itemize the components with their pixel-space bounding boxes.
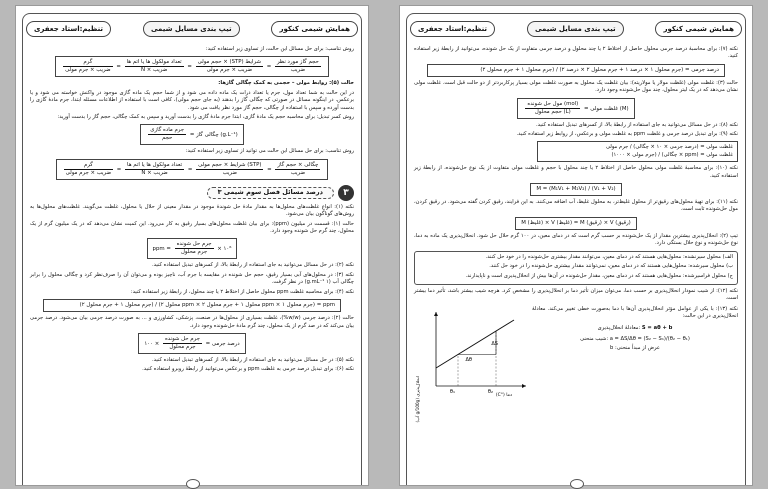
- paragraph: نکته (۷): برای محاسبهٔ درصد جرمی محلول حاصل از اختلاط ۲ یا چند محلول و درصد جرمی متفاوت از یک حل شونده، می‌توانید از رابطهٔ زیر استفاده کنید.: [414, 46, 739, 60]
- section-title: درصد مسائل فصل سوم شیمی ۳: [207, 187, 334, 198]
- paragraph: روش کسر تبدیل: برای محاسبه حجم یک مادهٔ گازی، ابتدا جرم مادهٔ گازی را بدست آورید و سپس به کمک چگالی، حجم گاز را بدست آورید:: [57, 114, 354, 121]
- section-number: ۳: [338, 185, 354, 201]
- paragraph: روش تناسب: برای حل مسائل این حالت، از تساوی زیر استفاده کنید:: [205, 46, 354, 52]
- document-page-right: [400, 6, 752, 485]
- delta-theta-label: Δθ: [465, 356, 472, 363]
- slope-label: شیب منحنی:: [580, 335, 609, 342]
- solution-types-list: [414, 251, 738, 285]
- paragraph: نکته (۳): در محلول‌های آبی بسیار رقیق، حجم حل شونده در مقایسه با جرم آب، ناچیز بوده و می‌توان آن را صرف‌نظر کرد و چگالی محلول را برابر چگالی آب (۱ g.mL⁻¹) در نظر گرفت.: [30, 271, 354, 286]
- delta-s-label: ΔS: [491, 340, 498, 347]
- y-axis-label: انحلال‌پذیری (g/100g آب): [415, 375, 420, 423]
- page-content: [30, 46, 354, 481]
- proportion-formula-2: $\frac{\text{چگالی × حجم گاز}}{\text{ضریب}}$ = $\frac{\text{(STP) شرایط × حجم مولی}}{\text{ضریب}}$ = $\frac{\text{تعداد مولکول ها یا اتم ها}}{\text{ضریب × N}}$ = $\frac{\text{گرم}}{\text{ضریب × جرم مولی}}$: [56, 159, 329, 180]
- teacher-label: تنظیم:استاد جعفری: [26, 21, 111, 37]
- paragraph: حالت (۱): قسمت در میلیون (ppm): برای بیان غلظت محلول‌های بسیار رقیق به کار می‌رود. این کمیت نشان می‌دهد که در یک میلیون گرم از یک محلول، چند گرم حل شونده وجود دارد.: [30, 220, 354, 235]
- list-item: ج) محلول فراسیرشده: محلول‌هایی هستند که در دمای معین، مقدار حل‌شونده در آن‌ها بیش از انحلال‌پذیری است و ناپایدارند.: [465, 272, 733, 279]
- x-axis-arrow: [522, 384, 526, 388]
- paragraph: نکته (۱۲): از شیب نمودار انحلال‌پذیری بر حسب دما، می‌توان میزان تأثیر دما بر انحلال‌پذیری را مشخص کرد. هرچه شیب بیشتر باشد، تأثیر دما بیشتر است.: [414, 287, 739, 302]
- line-equation: S = aθ + b: [641, 324, 673, 331]
- paragraph: روش تناسب: برای حل مسائل این حالت می توانید از تساوی زیر استفاده کنید:: [185, 148, 354, 155]
- proportion-formula: $\frac{\text{حجم گاز مورد نظر}}{\text{ضریب}}$ = $\frac{\text{شرایط (STP) × حجم مولی}}{\text{ضریب × جرم مولی}}$ = $\frac{\text{تعداد مولکول ها یا اتم ها}}{\text{ضریب × N}}$ = $\frac{\text{گرم}}{\text{ضریب × جرم مولی}}$: [55, 56, 329, 77]
- document-page-left: [16, 6, 368, 485]
- teacher-label: تنظیم:استاد جعفری: [410, 21, 495, 37]
- paragraph: نکته (۲): در حل مسائل می‌توانید به جای استفاده از رابطهٔ بالا، از کسرهای تبدیل استفاده کنید.: [152, 262, 354, 269]
- x1-label: θ₁: [449, 388, 455, 395]
- paragraph: در این حالت به شما تعداد مول، جرم یا تعداد ذرات یک ماده داده می شود و از شما حجم یک ماده گازی موجود در واکنش خواسته می شود و یا برعکس. در اینگونه مسائل در صورتی که چگالی گاز را بدهند (به جای حجم مولی)، کافی است با استفاده از اطلاعات مسئله ابتدا، جرم مادهٔ گازی را بدست آورده و سپس با استفاده از چگالی، حجم گاز مورد نظر یافت می شود.: [30, 89, 354, 111]
- paragraph: نکته (۸): در حل مسائل می‌توانید به جای استفاده از رابطهٔ بالا، از کسرهای تبدیل استفاده کنید.: [536, 121, 738, 128]
- solubility-line: [436, 320, 514, 368]
- molarity-formula: (M) غلظت مولی = $\frac{\text{(mol) مول حل شونده}}{\text{(L) حجم محلول}}$: [517, 98, 634, 119]
- ppm-formula: ppm = $\frac{\text{جرم حل شونده}}{\text{جرم محلول}}$ × ۱۰⁶: [147, 238, 238, 259]
- intercept-label: عرض از مبدأ منحنی: b: [610, 345, 660, 352]
- page-footer-ornament: [570, 479, 584, 489]
- topic-label: تیپ بندی مسایل شیمی: [527, 21, 624, 37]
- page-content: [414, 46, 738, 481]
- page-footer-ornament: [186, 479, 200, 489]
- x2-label: θ₂: [487, 388, 493, 395]
- y-axis-arrow: [434, 312, 438, 316]
- conversion-box: غلظت مولی = (درصد جرمی × ۱۰ × چگالی) / جرم مولی غلظت مولی = (ppm × چگالی) / (جرم مولی × ۱۰۰۰): [537, 141, 738, 162]
- paragraph: نکته (۱): انواع غلظت‌های محلول‌ها به مقدار مادهٔ حل شوندهٔ موجود در مقدار معینی از حلال یا محلول، غلظت می‌گویند. غلظت‌های محلول‌ها به روش‌های گوناگون بیان می‌شود.: [30, 203, 355, 218]
- list-item: الف) محلول سیرنشده: محلول‌هایی هستند که در دمای معین، می‌توانند مقدار بیشتری حل‌شونده را در خود حل کنند.: [485, 253, 733, 260]
- paragraph: نکته (۵): در حل مسائل می‌توانید به جای استفاده از رابطهٔ بالا، از کسرهای تبدیل استفاده کنید.: [152, 356, 354, 363]
- list-item: ب) محلول سیرشده: محلول‌هایی هستند که در دمای معین، نمی‌توانند مقدار بیشتری حل‌شونده را در خود حل کنند.: [489, 263, 733, 270]
- paragraph: حالت (۳): غلظت مولی (غلظت مولار یا مولاریته): بیان غلظت یک محلول به صورت غلظت مولی بسیار پرکاربردتر از دو حالت قبل است. غلظت مولی نشان می‌دهد که در یک لیتر محلول، چند مول حل‌شونده وجود دارد.: [414, 79, 738, 94]
- equation-label: معادلهٔ انحلال‌پذیری:: [597, 324, 641, 331]
- paragraph: نکته (۱۳): با یکی از عوامل مؤثر انحلال‌پذیری آن‌ها با دما به‌صورت خطی تغییر می‌کند. معادلهٔ انحلال‌پذیری در این حالت:: [532, 305, 739, 320]
- mixing-formula: M = (M₁V₁ + M₂V₂) / (V₁ + V₂): [530, 183, 621, 196]
- course-label: همایش شیمی کنکور: [271, 21, 358, 37]
- section-heading: [30, 185, 354, 201]
- topic-label: تیپ بندی مسایل شیمی: [143, 21, 240, 37]
- solubility-text: [532, 306, 738, 355]
- paragraph: نکته (۶): برای تبدیل درصد جرمی به غلظت ppm و برعکس می‌توانید از رابطهٔ روبرو استفاده کنید.: [142, 366, 354, 373]
- paragraph: نکته (۹): برای تبدیل درصد جرمی و غلظت ppm به غلظت مولی و برعکس، از روابط زیر استفاده کنید.: [516, 131, 738, 138]
- paragraph: حالت (۲): درصد جرمی (w/w%)، غلظت بسیاری از محلول‌ها در صنعت، پزشکی، کشاورزی و ... به صورت درصد جرمی بیان می‌شود. درصد جرمی بیان می‌کند که در صد گرم از یک محلول، چند گرم مادهٔ حل‌شونده وجود دارد.: [30, 315, 354, 329]
- page-header: [26, 18, 358, 40]
- dilution-formula: (رقیق) V × (رقیق) M = (غلیظ) V × (غلیظ) M: [515, 217, 637, 230]
- page-header: [410, 18, 742, 40]
- density-formula: (g.L⁻¹) چگالی گاز = $\frac{\text{جرم ماده گازی}}{\text{حجم}}$: [140, 124, 244, 145]
- slope-equation: a = ΔS/Δθ = (S₂ − S₁)/(θ₂ − θ₁): [609, 335, 690, 342]
- x-axis-label: دما (°C): [495, 392, 512, 398]
- case-title: حالت (۵): روابط مولی – حجمی به کمک چگالی گازها:: [218, 80, 354, 87]
- paragraph: نکته (۱۱): برای تهیهٔ محلول‌های رقیق‌تر از محلول غلیظ‌تر، به محلول غلیظ، آب اضافه می‌کنند. به این فرایند، رقیق کردن گفته می‌شود. در رقیق کردن، مول حل‌شونده ثابت است.: [414, 199, 739, 213]
- paragraph: تیپ (۲): انحلال‌پذیری بیشترین مقدار از یک حل‌شونده بر حسب گرم است که در دمای معین، در ۱۰۰ گرم حلال حل شود. انحلال‌پذیری یک ماده به دما، نوع حل‌شونده و نوع حلال بستگی دارد.: [414, 232, 739, 247]
- course-label: همایش شیمی کنکور: [655, 21, 742, 37]
- paragraph: نکته (۱۰): برای محاسبهٔ غلظت مولی محلول حاصل از اختلاط ۲ یا چند محلول با حجم و غلظت مولی متفاوت از یک نوع حل‌شونده، از رابطهٔ زیر استفاده کنید.: [414, 165, 738, 179]
- percent-formula: درصد جرمی = $\frac{\text{جرم حل شونده}}{\text{جرم محلول}}$ × ۱۰۰: [138, 333, 245, 354]
- paragraph: نکته (۴): برای محاسبه غلظت ppm محلول حاصل از اختلاط ۲ یا چند محلول، از رابطهٔ زیر استفاده کنید:: [130, 288, 354, 295]
- percent-mix-formula: درصد جرمی = (جرم محلول ۱ × درصد ۱ + جرم محلول ۲ × درصد ۲) / (جرم محلول ۱ + جرم محلول ۲): [427, 64, 725, 77]
- solubility-section: [414, 305, 739, 423]
- solubility-graph: [414, 306, 532, 423]
- ppm-mix-formula: ppm = (جرم محلول ۱ × ppm محلول ۱ + جرم محلول ۲ × ppm محلول ۲) / (جرم محلول ۱ + جرم محلول ۲): [43, 299, 341, 312]
